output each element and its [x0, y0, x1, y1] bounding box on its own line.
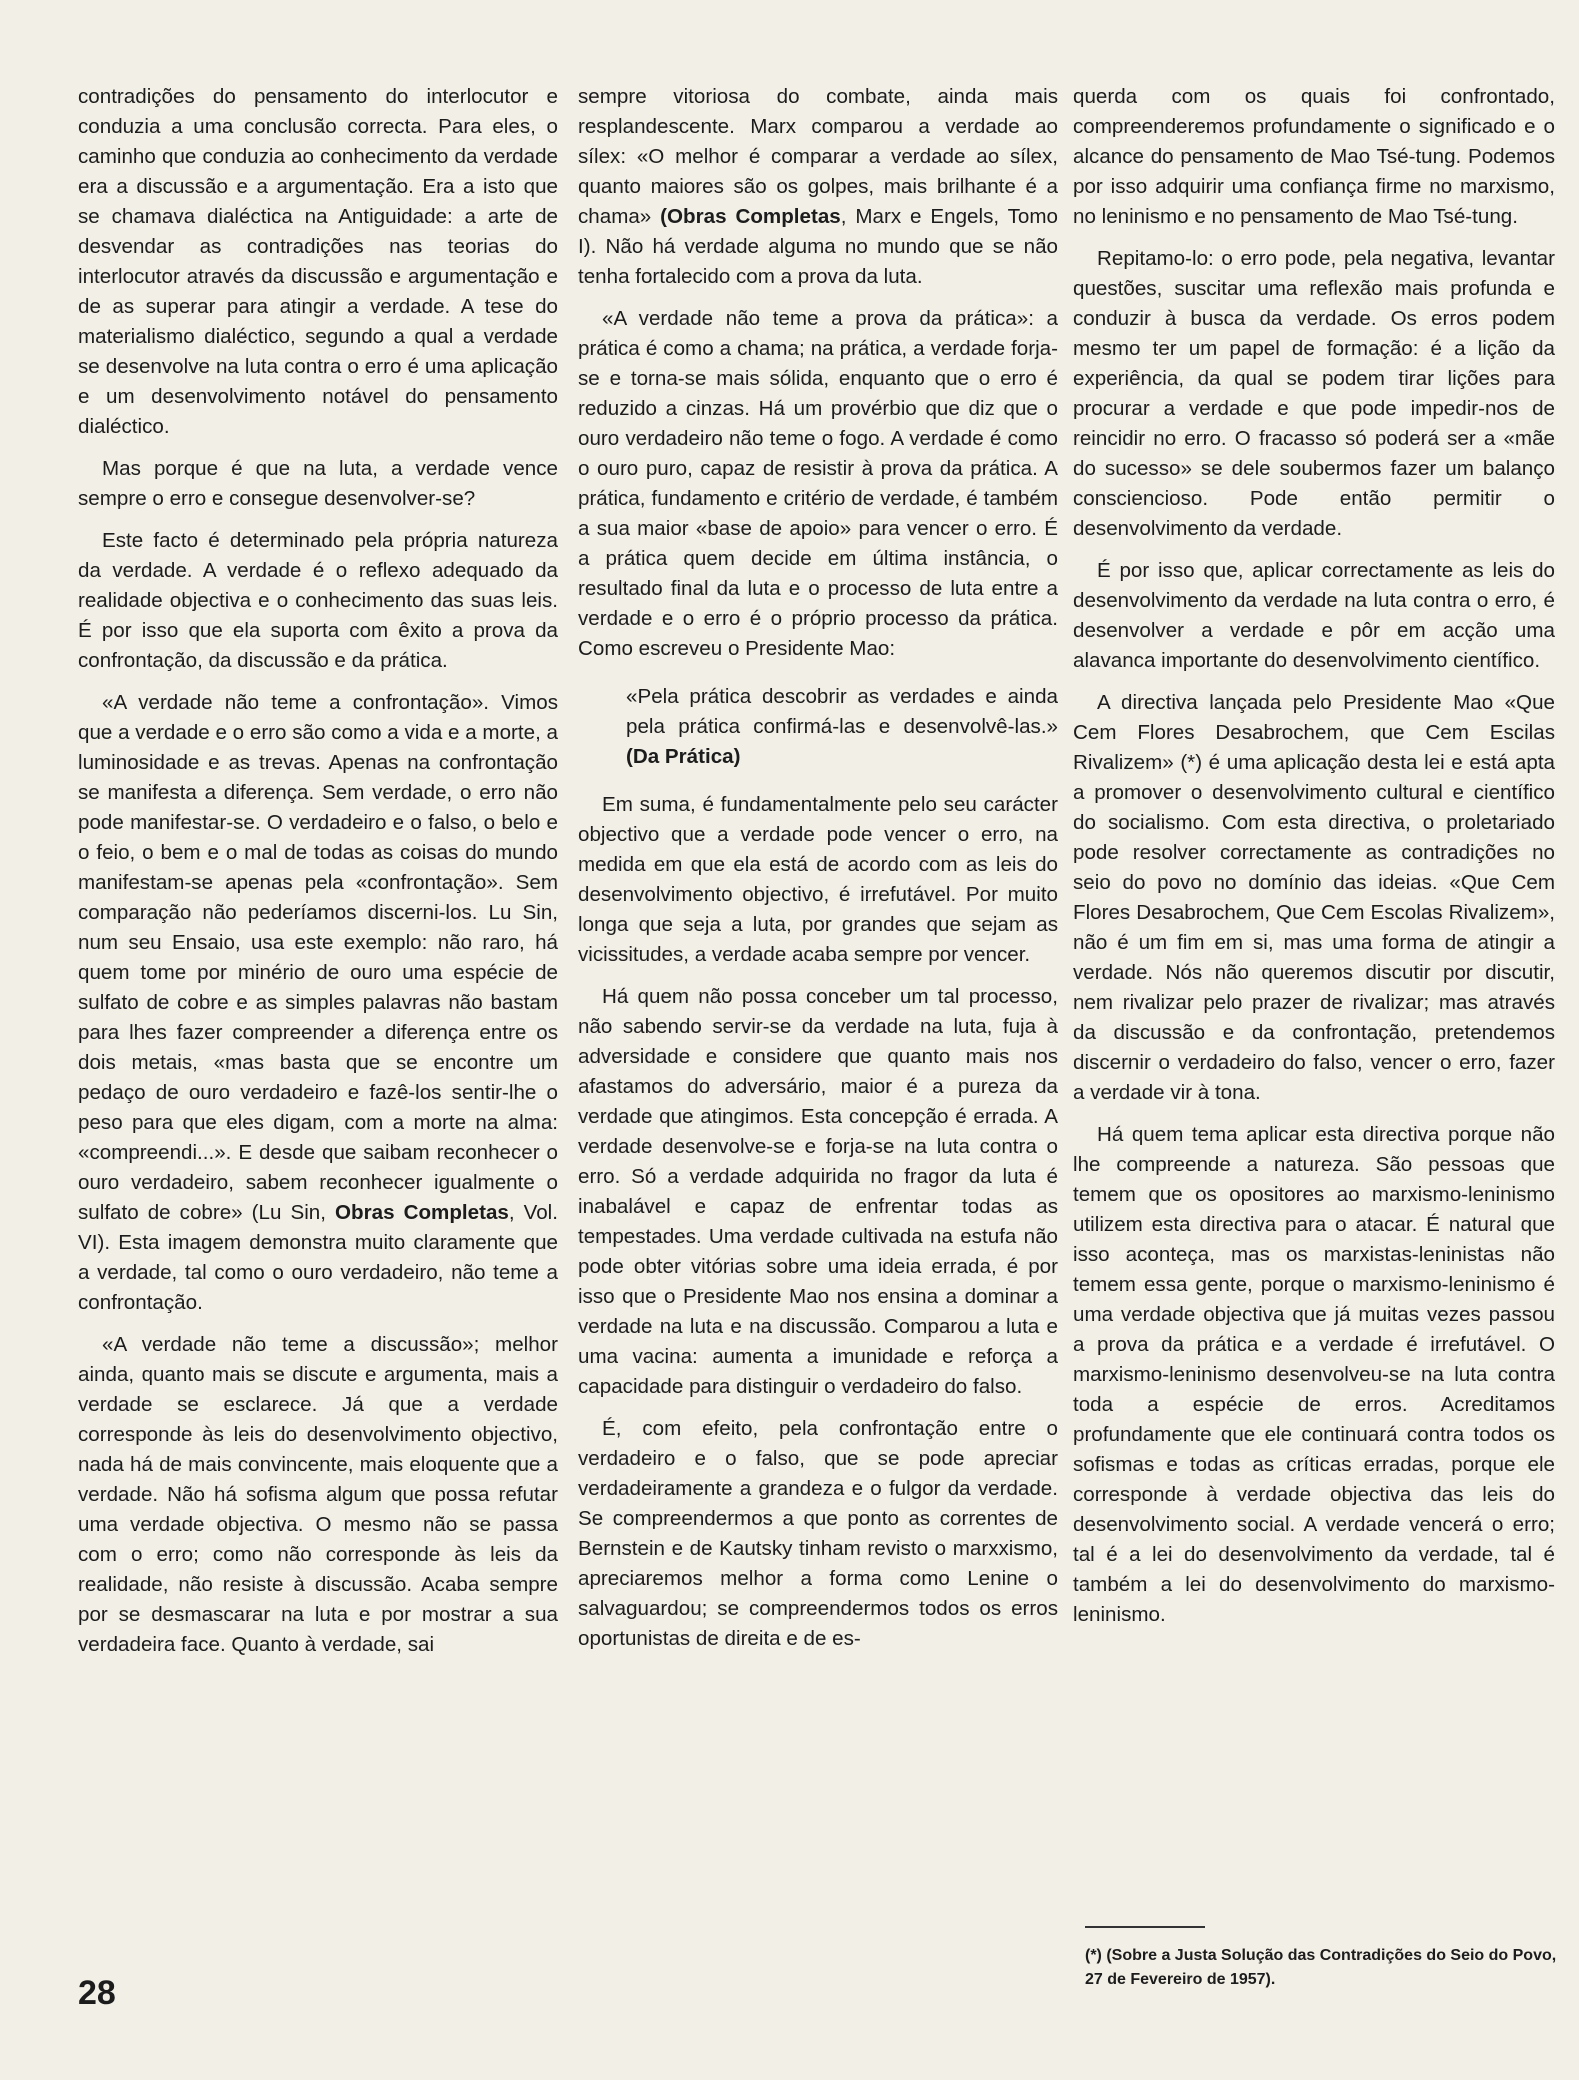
- text-column-3: [1073, 82, 1555, 1642]
- paragraph-text: , Marx e Engels, Tomo I). Não há verdade alguma no mundo que se não tenha fortalecido com a prova da luta.: [578, 205, 1058, 288]
- paragraph: «A verdade não teme a prova da prática»: a prática é como a chama; na prática, a verdade forja-se e torna-se mais sólida, enquanto que o erro é reduzido a cinzas. Há um provérbio que diz que o ouro verdadeiro não teme o fogo. A verdade é como o ouro puro, capaz de resistir à prova da prática. A prática, fundamento e critério de verdade, é também a sua maior «base de apoio» para vencer o erro. É a prática quem decide em última instância, o resultado final da luta e o processo de luta entre a verdade e o erro é o próprio processo da prática. Como escreveu o Presidente Mao:: [578, 307, 1058, 660]
- paragraph: É, com efeito, pela confrontação entre o verdadeiro e o falso, que se pode apreciar verdadeiramente a grandeza e o fulgor da verdade. Se compreendermos a que ponto as correntes de Bernstein e de Kautsky tinham revisto o marxxismo, apreciaremos melhor a forma como Lenine o salvaguardou; se compreendermos todos os erros oportunistas de direita e de es-: [578, 1417, 1058, 1650]
- paragraph: É por isso que, aplicar correctamente as leis do desenvolvimento da verdade na luta contra o erro, é desenvolver a verdade e pôr em acção uma alavanca importante do desenvolvimento científico.: [1073, 559, 1555, 672]
- paragraph-text: , Vol. VI). Esta imagem demonstra muito claramente que a verdade, tal como o ouro verdadeiro, não teme a confrontação.: [78, 1201, 558, 1314]
- paragraph: Há quem tema aplicar esta directiva porque não lhe compreende a natureza. São pessoas que temem que os opositores ao marxismo-leninismo utilizem esta directiva para o atacar. É natural que isso aconteça, mas os marxistas-leninistas não temem essa gente, porque o marxismo-leninismo é uma verdade objectiva que já muitas vezes passou a prova da prática e a verdade é irrefutável. O marxismo-leninismo desenvolveu-se na luta contra toda a espécie de erros. Acreditamos profundamente que ele continuará contra todos os sofismas e todas as críticas erradas, porque ele corresponde à verdade objectiva das leis do desenvolvimento social. A verdade vencerá o erro; tal é a lei do desenvolvimento da verdade, tal é também a lei do desenvolvimento do marxismo-leninismo.: [1073, 1123, 1555, 1626]
- paragraph-text: «A verdade não teme a confrontação». Vimos que a verdade e o erro são como a vida e a morte, a luminosidade e as trevas. Apenas na confrontação se manifesta a diferença. Sem verdade, o erro não pode manifestar-se. O verdadeiro e o falso, o belo e o feio, o bem e o mal de todas as coisas do mundo manifestam-se apenas pela «confrontação». Sem comparação não pederíamos discerni-los. Lu Sin, num seu Ensaio, usa este exemplo: não raro, há quem tome por minério de ouro uma espécie de sulfato de cobre e as simples palavras não bastam para lhes fazer compreender a diferença entre os dois metais, «mas basta que se encontre um pedaço de ouro verdadeiro e fazê-los sentir-lhe o peso para que eles digam, com a morte na alma: «compreendi...». E desde que saibam reconhecer o ouro verdadeiro, sabem reconhecer igualmente o sulfato de cobre» (Lu Sin,: [78, 691, 558, 1224]
- paragraph: Em suma, é fundamentalmente pelo seu carácter objectivo que a verdade pode vencer o erro, na medida em que ela está de acordo com as leis do desenvolvimento objectivo, é irrefutável. Por muito longa que seja a luta, por grandes que sejam as vicissitudes, a verdade acaba sempre por vencer.: [578, 793, 1058, 966]
- paragraph: querda com os quais foi confrontado, compreenderemos profundamente o significado e o alcance do pensamento de Mao Tsé-tung. Podemos por isso adquirir uma confiança firme no marxismo, no leninismo e no pensamento de Mao Tsé-tung.: [1073, 85, 1555, 228]
- paragraph: Há quem não possa conceber um tal processo, não sabendo servir-se da verdade na luta, fuja à adversidade e considere que quanto mais nos afastamos do adversário, maior é a pureza da verdade que atingimos. Esta concepção é errada. A verdade desenvolve-se e forja-se na luta contra o erro. Só a verdade adquirida no fragor da luta é inabalável e capaz de enfrentar todas as tempestades. Uma verdade cultivada na estufa não pode obter vitórias sobre uma ideia errada, é por isso que o Presidente Mao nos ensina a dominar a verdade na luta e na discussão. Comparou a luta e uma vacina: aumenta a imunidade e reforça a capacidade para distinguir o verdadeiro do falso.: [578, 985, 1058, 1398]
- book-title: Obras Completas: [335, 1201, 509, 1224]
- footnote-divider: [1085, 1926, 1205, 1928]
- paragraph: Mas porque é que na luta, a verdade vence sempre o erro e consegue desenvolver-se?: [78, 457, 558, 510]
- paragraph: Repitamo-lo: o erro pode, pela negativa, levantar questões, suscitar uma reflexão mais profunda e conduzir à busca da verdade. Os erros podem mesmo ter um papel de formação: é a lição da experiência, da qual se podem tirar lições para procurar a verdade e que pode impedir-nos de reincidir no erro. O fracasso só poderá ser a «mãe do sucesso» se dele soubermos fazer um balanço consciencioso. Pode então permitir o desenvolvimento da verdade.: [1073, 247, 1555, 540]
- paragraph: A directiva lançada pelo Presidente Mao «Que Cem Flores Desabrochem, que Cem Escilas Rivalizem» (*) é uma aplicação desta lei e está apta a promover o desenvolvimento cultural e científico do socialismo. Com esta directiva, o proletariado pode resolver correctamente as contradições no seio do povo no domínio das ideias. «Que Cem Flores Desabrochem, Que Cem Escolas Rivalizem», não é um fim em si, mas uma forma de atingir a verdade. Nós não queremos discutir por discutir, nem rivalizar pelo prazer de rivalizar; mas através da discussão e da confrontação, pretendemos discernir o verdadeiro do falso, vencer o erro, fazer a verdade vir à tona.: [1073, 691, 1555, 1104]
- paragraph-text: sempre vitoriosa do combate, ainda mais resplandescente. Marx comparou a verdade ao sílex: «O melhor é comparar a verdade ao sílex, quanto maiores são os golpes, mais brilhante é a chama»: [578, 85, 1058, 228]
- paragraph: «A verdade não teme a discussão»; melhor ainda, quanto mais se discute e argumenta, mais a verdade se esclarece. Já que a verdade corresponde às leis do desenvolvimento objectivo, nada há de mais convincente, mais eloquente que a verdade. Não há sofisma algum que possa refutar uma verdade objectiva. O mesmo não se passa com o erro; como não corresponde às leis da realidade, não resiste à discussão. Acaba sempre por se desmascarar na luta e por mostrar a sua verdadeira face. Quanto à verdade, sai: [78, 1333, 558, 1656]
- paragraph: Este facto é determinado pela própria natureza da verdade. A verdade é o reflexo adequado da realidade objectiva e o conhecimento das suas leis. É por isso que ela suporta com êxito a prova da confrontação, da discussão e da prática.: [78, 529, 558, 672]
- text-column-2: [578, 82, 1058, 1666]
- text-column-1: [78, 82, 558, 1672]
- block-quote: [578, 682, 1058, 772]
- book-title: (Obras Completas: [660, 205, 841, 228]
- paragraph: [578, 82, 1058, 292]
- page-number: 28: [78, 1974, 116, 2012]
- quote-text: «Pela prática descobrir as verdades e ainda pela prática confirmá-las e desenvolvê-las.»: [626, 685, 1058, 738]
- paragraph: contradições do pensamento do interlocutor e conduzia a uma conclusão correcta. Para eles, o caminho que conduzia ao conhecimento da verdade era a discussão e a argumentação. Era a isto que se chamava dialéctica na Antiguidade: a arte de desvendar as contradições nas teorias do interlocutor através da discussão e argumentação e de as superar para atingir a verdade. A tese do materialismo dialéctico, segundo a qual a verdade se desenvolve na luta contra o erro é uma aplicação e um desenvolvimento notável do pensamento dialéctico.: [78, 85, 558, 438]
- footnote: (*) (Sobre a Justa Solução das Contradições do Seio do Povo, 27 de Fevereiro de 1957).: [1085, 1947, 1557, 1988]
- paragraph: [78, 688, 558, 1318]
- quote-source: (Da Prática): [626, 745, 741, 768]
